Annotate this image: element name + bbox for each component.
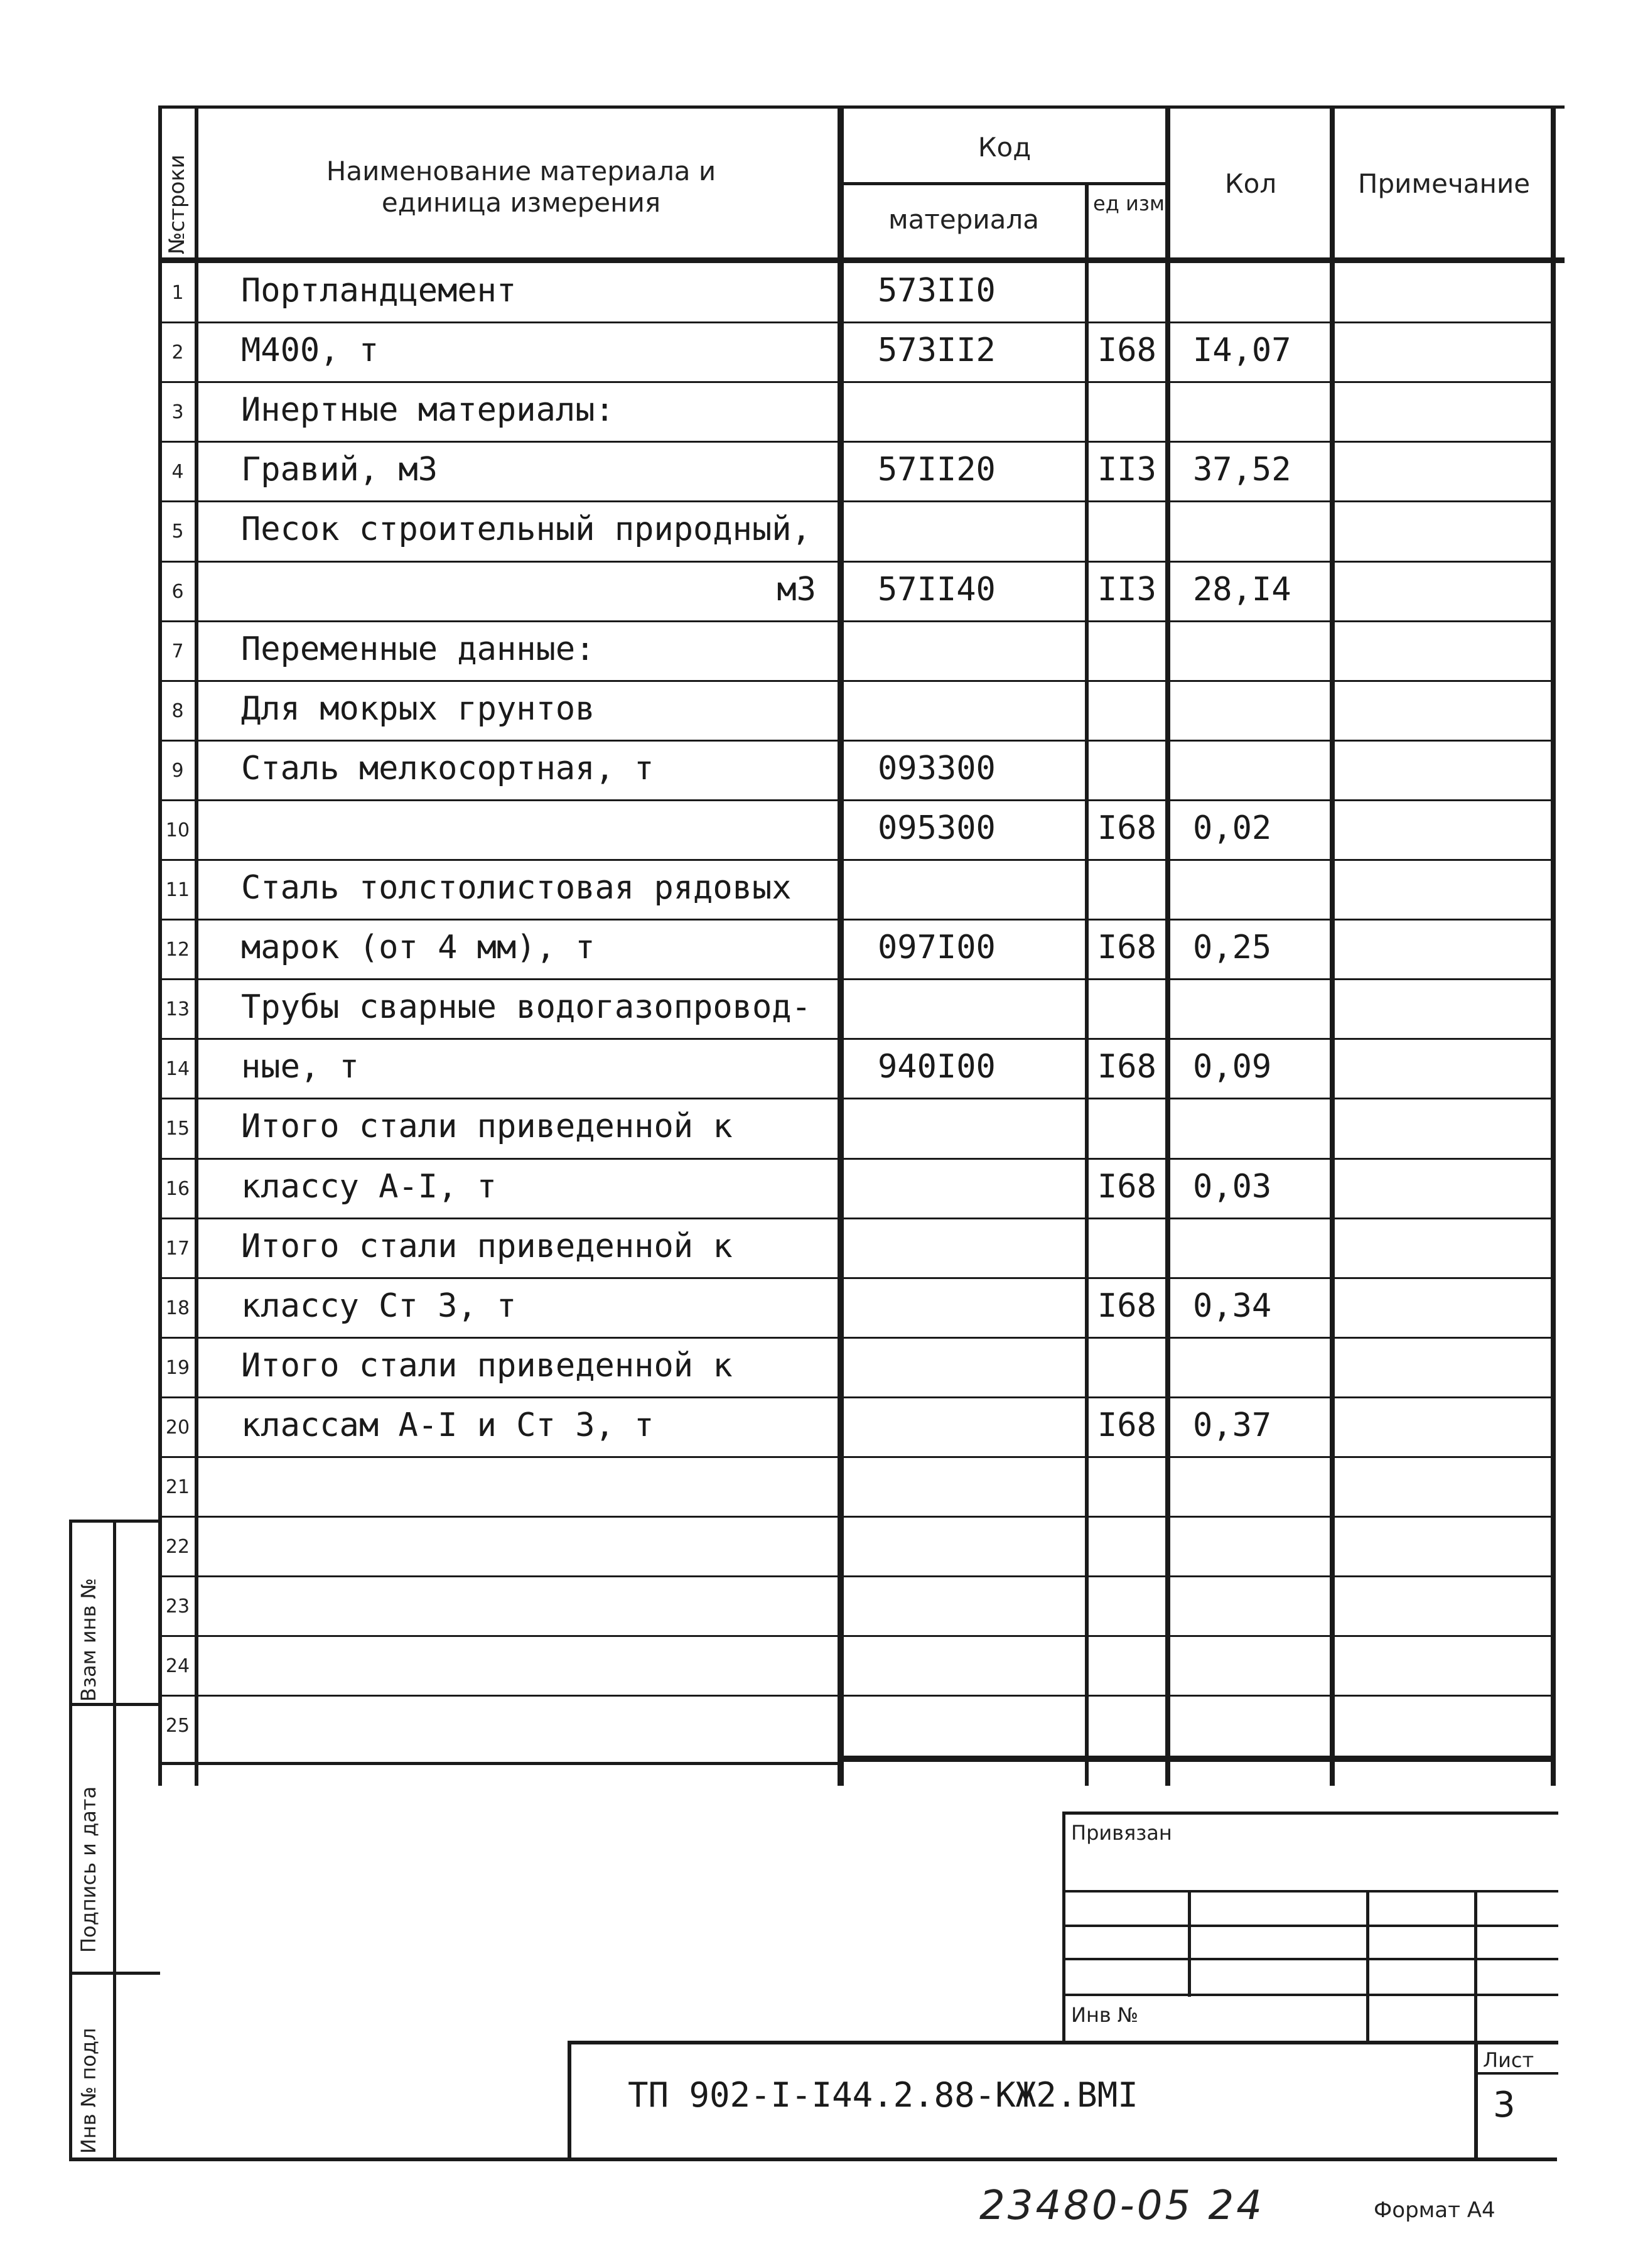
quantity: 0,34 <box>1193 1287 1272 1325</box>
row-number: 20 <box>165 1416 190 1439</box>
table-bottom-border <box>838 1756 1556 1762</box>
sheet-number: 3 <box>1493 2085 1516 2125</box>
row-divider <box>158 1456 1556 1458</box>
row-divider <box>158 1038 1556 1040</box>
name-header-line1: Наименование материала и <box>326 156 716 186</box>
privyazan-label: Привязан <box>1071 1821 1172 1845</box>
row-number-header: №строки <box>164 154 190 254</box>
row-divider <box>158 919 1556 921</box>
material-name: Сталь мелкосортная, т <box>241 749 654 787</box>
unit-code: I68 <box>1097 1048 1156 1086</box>
margin-line-3 <box>69 1972 160 1975</box>
stamp-grid-line-3 <box>1062 1958 1558 1960</box>
format-label: Формат А4 <box>1374 2198 1495 2223</box>
title-block-left <box>568 2041 571 2160</box>
code-material-header: материала <box>888 204 1039 235</box>
quantity: 0,37 <box>1193 1406 1272 1444</box>
material-name: классу А-I, т <box>241 1167 497 1206</box>
row-divider <box>158 1158 1556 1160</box>
row-number: 22 <box>165 1536 190 1558</box>
material-name: Сталь толстолистовая рядовых <box>241 869 792 907</box>
material-code: 093300 <box>878 749 996 787</box>
row-number: 25 <box>165 1715 190 1737</box>
row-divider <box>158 1396 1556 1398</box>
material-code: 097I00 <box>878 929 996 967</box>
row-number: 17 <box>165 1237 190 1260</box>
quantity: 0,02 <box>1193 809 1272 847</box>
row-number: 12 <box>165 939 190 961</box>
material-name: классам А-I и Ст 3, т <box>241 1406 654 1444</box>
row-divider <box>158 1635 1556 1637</box>
document-code: ТП 902-I-I44.2.88-КЖ2.ВМI <box>628 2075 1138 2115</box>
material-name: Переменные данные: <box>241 630 595 668</box>
row-divider <box>158 1337 1556 1339</box>
row-divider <box>158 1098 1556 1099</box>
row-number: 1 <box>171 282 184 304</box>
quantity: 0,03 <box>1193 1167 1272 1206</box>
sheet-label-divider <box>1474 2072 1558 2075</box>
table-bottom-border-left <box>158 1762 843 1765</box>
code-header: Код <box>978 132 1032 163</box>
row-divider <box>158 381 1556 383</box>
material-name: ные, т <box>241 1048 359 1086</box>
row-number: 18 <box>165 1297 190 1319</box>
note-header: Примечание <box>1357 168 1531 199</box>
row-divider <box>158 740 1556 742</box>
row-number: 4 <box>171 461 184 483</box>
material-code: 095300 <box>878 809 996 847</box>
stamp-grid-col-1 <box>1188 1890 1191 1997</box>
replace-inv-label: Взам инв № <box>77 1578 100 1702</box>
material-name: М400, т <box>241 332 379 370</box>
signature-date-label: Подпись и дата <box>77 1786 100 1953</box>
row-number: 9 <box>171 759 184 782</box>
table-right-border <box>1551 105 1556 1786</box>
row-divider <box>158 620 1556 622</box>
row-divider <box>158 1277 1556 1279</box>
material-name: Итого стали приведенной к <box>241 1227 733 1265</box>
row-divider <box>158 680 1556 682</box>
row-number: 24 <box>165 1655 190 1678</box>
stamp-privyazan-left <box>1062 1812 1065 2044</box>
unit-code: I68 <box>1097 929 1156 967</box>
row-number: 21 <box>165 1476 190 1498</box>
unit-code: II3 <box>1097 570 1156 608</box>
material-code: 573II2 <box>878 332 996 370</box>
stamp-grid-col-2 <box>1366 1890 1369 2044</box>
material-name: м3 <box>777 570 816 608</box>
row-divider <box>158 978 1556 980</box>
material-name: классу Ст 3, т <box>241 1287 517 1325</box>
code-subheader-line <box>840 182 1168 185</box>
unit-code: I68 <box>1097 1287 1156 1325</box>
row-divider <box>158 321 1556 323</box>
stamp-grid-line-1 <box>1062 1890 1558 1893</box>
stamp-grid-col-3 <box>1474 1890 1477 2044</box>
qty-col-border <box>1330 105 1335 1786</box>
row-number: 6 <box>171 580 184 603</box>
row-number: 16 <box>165 1177 190 1200</box>
material-name: Итого стали приведенной к <box>241 1346 733 1385</box>
margin-line-1 <box>69 1520 160 1523</box>
margin-line-2 <box>69 1703 160 1706</box>
material-name: Итого стали приведенной к <box>241 1108 733 1146</box>
row-divider <box>158 1218 1556 1219</box>
quantity: 0,25 <box>1193 929 1272 967</box>
stamp-grid-line-2 <box>1062 1925 1558 1927</box>
row-number: 3 <box>171 401 184 424</box>
row-number: 11 <box>165 879 190 901</box>
row-divider <box>158 1695 1556 1697</box>
name-header <box>207 156 835 219</box>
row-number: 8 <box>171 699 184 722</box>
row-divider <box>158 500 1556 502</box>
row-number: 23 <box>165 1596 190 1618</box>
row-divider <box>158 859 1556 861</box>
code-unit-header: ед изм <box>1093 192 1165 215</box>
material-name: Инертные материалы: <box>241 391 615 429</box>
material-name: Портландцемент <box>241 272 517 310</box>
inv-no-label: Инв № <box>1071 2003 1139 2027</box>
quantity: I4,07 <box>1193 332 1291 370</box>
material-code: 573II0 <box>878 272 996 310</box>
row-number: 19 <box>165 1356 190 1379</box>
quantity: 37,52 <box>1193 451 1291 489</box>
row-divider <box>158 441 1556 443</box>
row-divider <box>158 1516 1556 1518</box>
row-divider <box>158 799 1556 801</box>
row-number: 13 <box>165 998 190 1021</box>
row-number: 2 <box>171 342 184 364</box>
quantity: 28,I4 <box>1193 570 1291 608</box>
title-block-top <box>568 2041 1558 2044</box>
name-col-border <box>838 105 844 1786</box>
unit-code: I68 <box>1097 809 1156 847</box>
row-number: 7 <box>171 640 184 662</box>
sheet-label: Лист <box>1483 2048 1534 2072</box>
table-top-border <box>158 105 1565 109</box>
inv-original-label: Инв № подл <box>77 2028 100 2154</box>
material-code: 57II20 <box>878 451 996 489</box>
row-divider <box>158 1575 1556 1577</box>
unit-code: II3 <box>1097 451 1156 489</box>
unit-code: I68 <box>1097 1167 1156 1206</box>
unit-code: I68 <box>1097 1406 1156 1444</box>
header-bottom-border <box>158 257 1565 263</box>
row-number: 5 <box>171 521 184 543</box>
unit-col-border <box>1165 105 1170 1786</box>
row-number: 14 <box>165 1058 190 1081</box>
margin-line-bottom <box>69 2157 1557 2161</box>
material-code: 940I00 <box>878 1048 996 1086</box>
unit-code: I68 <box>1097 332 1156 370</box>
name-header-line2: единица измерения <box>381 187 661 219</box>
row-number: 10 <box>165 819 190 841</box>
stamp-privyazan-top <box>1062 1812 1558 1815</box>
material-name: Трубы сварные водогазопровод- <box>241 988 811 1027</box>
stamp-grid-line-4 <box>1062 1994 1558 1996</box>
row-number: 15 <box>165 1118 190 1140</box>
material-name: марок (от 4 мм), т <box>241 929 595 967</box>
material-code: 57II40 <box>878 570 996 608</box>
code-col-border <box>1085 182 1089 1786</box>
material-name: Песок строительный природный, <box>241 510 811 549</box>
handwritten-number: 23480-05 24 <box>979 2183 1264 2229</box>
row-divider <box>158 561 1556 563</box>
material-name: Гравий, м3 <box>241 451 438 489</box>
quantity: 0,09 <box>1193 1048 1272 1086</box>
title-block-sheet-divider <box>1474 2041 1478 2160</box>
rownum-col-border <box>195 105 198 1786</box>
quantity-header: Кол <box>1224 168 1277 199</box>
margin-left-border <box>69 1520 72 2160</box>
material-name: Для мокрых грунтов <box>241 689 595 728</box>
margin-mid-border <box>113 1520 116 2160</box>
